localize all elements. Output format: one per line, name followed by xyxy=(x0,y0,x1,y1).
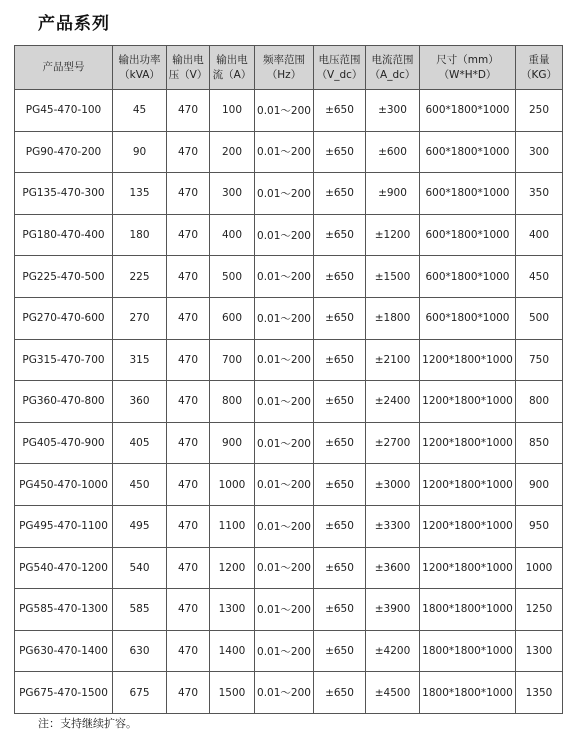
footnote: 注：支持继续扩容。 xyxy=(38,717,137,730)
table-cell: PG270-470-600 xyxy=(15,297,113,339)
table-cell: PG630-470-1400 xyxy=(15,630,113,672)
table-cell: 1100 xyxy=(210,505,255,547)
table-cell: 315 xyxy=(113,339,167,381)
table-row xyxy=(15,672,563,714)
table-cell: PG225-470-500 xyxy=(15,256,113,298)
table-cell: 470 xyxy=(167,630,210,672)
table-cell: 180 xyxy=(113,214,167,256)
table-cell: 470 xyxy=(167,256,210,298)
table-cell: 100 xyxy=(210,90,255,132)
table-cell: PG585-470-1300 xyxy=(15,589,113,631)
table-cell: 400 xyxy=(210,214,255,256)
table-cell: 1000 xyxy=(516,547,563,589)
table-cell: 470 xyxy=(167,464,210,506)
table-cell: 675 xyxy=(113,672,167,714)
table-cell: 1800*1800*1000 xyxy=(420,672,516,714)
table-cell: 0.01～200 xyxy=(255,422,314,464)
table-cell: 1300 xyxy=(210,589,255,631)
column-header xyxy=(15,46,113,90)
table-cell: 470 xyxy=(167,90,210,132)
table-cell: ±2700 xyxy=(366,422,420,464)
table-row xyxy=(15,589,563,631)
table-cell: ±600 xyxy=(366,131,420,173)
table-cell: PG315-470-700 xyxy=(15,339,113,381)
table-row xyxy=(15,339,563,381)
table-cell: ±3000 xyxy=(366,464,420,506)
column-header-line: （A_dc） xyxy=(369,68,416,81)
column-header-line: （KG） xyxy=(520,68,558,81)
table-row xyxy=(15,173,563,215)
column-header xyxy=(113,46,167,90)
table-cell: 600*1800*1000 xyxy=(420,214,516,256)
table-cell: ±650 xyxy=(314,464,366,506)
table-cell: 600*1800*1000 xyxy=(420,256,516,298)
table-row xyxy=(15,381,563,423)
page-title: 产品系列 xyxy=(38,14,110,34)
table-cell: 360 xyxy=(113,381,167,423)
column-header xyxy=(516,46,563,90)
table-cell: ±300 xyxy=(366,90,420,132)
table-cell: 1200*1800*1000 xyxy=(420,547,516,589)
table-cell: 0.01～200 xyxy=(255,672,314,714)
table-cell: 470 xyxy=(167,339,210,381)
table-cell: 0.01～200 xyxy=(255,505,314,547)
table-cell: 500 xyxy=(516,297,563,339)
table-cell: ±900 xyxy=(366,173,420,215)
table-cell: 0.01～200 xyxy=(255,464,314,506)
column-header-line: 尺寸（mm） xyxy=(436,53,499,66)
table-cell: 0.01～200 xyxy=(255,173,314,215)
table-cell: ±650 xyxy=(314,672,366,714)
table-cell: ±650 xyxy=(314,547,366,589)
table-cell: ±3900 xyxy=(366,589,420,631)
table-row xyxy=(15,630,563,672)
column-header-line: 输出电 xyxy=(172,53,204,66)
table-cell: ±650 xyxy=(314,630,366,672)
table-cell: 350 xyxy=(516,173,563,215)
table-cell: PG45-470-100 xyxy=(15,90,113,132)
column-header-line: 输出功率 xyxy=(118,53,161,66)
table-cell: 400 xyxy=(516,214,563,256)
table-cell: 600*1800*1000 xyxy=(420,173,516,215)
table-cell: 0.01～200 xyxy=(255,297,314,339)
table-cell: 1200*1800*1000 xyxy=(420,505,516,547)
table-cell: 500 xyxy=(210,256,255,298)
table-cell: ±650 xyxy=(314,505,366,547)
column-header xyxy=(210,46,255,90)
table-cell: PG360-470-800 xyxy=(15,381,113,423)
table-cell: PG450-470-1000 xyxy=(15,464,113,506)
column-header-line: （V_dc） xyxy=(316,68,363,81)
table-cell: 0.01～200 xyxy=(255,131,314,173)
table-cell: 0.01～200 xyxy=(255,256,314,298)
table-body xyxy=(15,90,563,714)
column-header-line: 电流范围 xyxy=(371,53,414,66)
table-cell: ±650 xyxy=(314,173,366,215)
table-cell: 1250 xyxy=(516,589,563,631)
column-header-line: 重量 xyxy=(528,53,550,66)
table-cell: 270 xyxy=(113,297,167,339)
column-header-line: （W*H*D） xyxy=(438,68,497,81)
table-cell: ±650 xyxy=(314,381,366,423)
table-cell: PG180-470-400 xyxy=(15,214,113,256)
table-cell: ±3600 xyxy=(366,547,420,589)
table-cell: ±650 xyxy=(314,589,366,631)
column-header-line: 电压范围 xyxy=(318,53,361,66)
table-cell: ±4500 xyxy=(366,672,420,714)
column-header-line: 压（V） xyxy=(168,68,208,81)
table-cell: 470 xyxy=(167,672,210,714)
column-header-line: （kVA） xyxy=(119,68,160,81)
table-cell: PG135-470-300 xyxy=(15,173,113,215)
product-spec-table xyxy=(14,45,563,714)
table-cell: 470 xyxy=(167,297,210,339)
table-cell: ±650 xyxy=(314,422,366,464)
table-cell: 585 xyxy=(113,589,167,631)
column-header-line: 产品型号 xyxy=(42,61,85,73)
table-cell: 1400 xyxy=(210,630,255,672)
table-cell: 600 xyxy=(210,297,255,339)
table-cell: 495 xyxy=(113,505,167,547)
table-cell: 470 xyxy=(167,589,210,631)
table-cell: 1300 xyxy=(516,630,563,672)
table-cell: 0.01～200 xyxy=(255,589,314,631)
table-cell: 850 xyxy=(516,422,563,464)
table-cell: 540 xyxy=(113,547,167,589)
column-header-line: 流（A） xyxy=(212,68,252,81)
column-header xyxy=(255,46,314,90)
table-row xyxy=(15,90,563,132)
column-header-line: 输出电 xyxy=(216,53,248,66)
table-cell: 300 xyxy=(516,131,563,173)
table-cell: 1800*1800*1000 xyxy=(420,589,516,631)
table-cell: 1350 xyxy=(516,672,563,714)
table-row xyxy=(15,547,563,589)
table-cell: PG675-470-1500 xyxy=(15,672,113,714)
table-header-row xyxy=(15,46,563,90)
table-cell: ±1200 xyxy=(366,214,420,256)
table-cell: 1200 xyxy=(210,547,255,589)
table-cell: 750 xyxy=(516,339,563,381)
table-cell: 600*1800*1000 xyxy=(420,131,516,173)
table-row xyxy=(15,505,563,547)
table-cell: 450 xyxy=(516,256,563,298)
table-cell: ±1500 xyxy=(366,256,420,298)
column-header xyxy=(167,46,210,90)
table-cell: ±3300 xyxy=(366,505,420,547)
table-cell: 450 xyxy=(113,464,167,506)
table-cell: ±4200 xyxy=(366,630,420,672)
table-cell: 470 xyxy=(167,381,210,423)
table-cell: ±650 xyxy=(314,339,366,381)
table-cell: 470 xyxy=(167,547,210,589)
table-cell: 135 xyxy=(113,173,167,215)
table-cell: 1200*1800*1000 xyxy=(420,381,516,423)
table-cell: 250 xyxy=(516,90,563,132)
table-row xyxy=(15,256,563,298)
column-header-line: 频率范围 xyxy=(263,53,305,66)
table-cell: 470 xyxy=(167,173,210,215)
table-cell: 900 xyxy=(516,464,563,506)
table-cell: 470 xyxy=(167,505,210,547)
table-cell: 1200*1800*1000 xyxy=(420,464,516,506)
table-cell: 405 xyxy=(113,422,167,464)
table-cell: ±650 xyxy=(314,297,366,339)
table-cell: 0.01～200 xyxy=(255,630,314,672)
table-cell: 1200*1800*1000 xyxy=(420,339,516,381)
table-row xyxy=(15,214,563,256)
table-cell: 0.01～200 xyxy=(255,381,314,423)
table-cell: 950 xyxy=(516,505,563,547)
table-cell: 470 xyxy=(167,422,210,464)
table-cell: 900 xyxy=(210,422,255,464)
table-cell: PG90-470-200 xyxy=(15,131,113,173)
table-cell: 1000 xyxy=(210,464,255,506)
table-cell: 800 xyxy=(210,381,255,423)
table-cell: 630 xyxy=(113,630,167,672)
table-row xyxy=(15,464,563,506)
table-cell: ±650 xyxy=(314,131,366,173)
table-cell: 600*1800*1000 xyxy=(420,90,516,132)
table-cell: 225 xyxy=(113,256,167,298)
table-cell: ±650 xyxy=(314,90,366,132)
table-cell: ±1800 xyxy=(366,297,420,339)
table-cell: 600*1800*1000 xyxy=(420,297,516,339)
column-header-line: （Hz） xyxy=(266,68,302,81)
table-cell: 300 xyxy=(210,173,255,215)
table-row xyxy=(15,422,563,464)
column-header xyxy=(314,46,366,90)
table-cell: 200 xyxy=(210,131,255,173)
table-cell: 470 xyxy=(167,131,210,173)
table-cell: 1800*1800*1000 xyxy=(420,630,516,672)
table-cell: PG540-470-1200 xyxy=(15,547,113,589)
table-cell: 0.01～200 xyxy=(255,90,314,132)
table-cell: ±650 xyxy=(314,256,366,298)
table-cell: 1200*1800*1000 xyxy=(420,422,516,464)
table-cell: PG405-470-900 xyxy=(15,422,113,464)
table-row xyxy=(15,297,563,339)
column-header xyxy=(420,46,516,90)
table-cell: 800 xyxy=(516,381,563,423)
table-cell: ±2400 xyxy=(366,381,420,423)
table-cell: PG495-470-1100 xyxy=(15,505,113,547)
table-cell: 470 xyxy=(167,214,210,256)
table-cell: ±2100 xyxy=(366,339,420,381)
table-cell: 1500 xyxy=(210,672,255,714)
table-cell: 700 xyxy=(210,339,255,381)
table-cell: 0.01～200 xyxy=(255,214,314,256)
table-cell: 45 xyxy=(113,90,167,132)
table-row xyxy=(15,131,563,173)
table-cell: 0.01～200 xyxy=(255,339,314,381)
column-header xyxy=(366,46,420,90)
table-cell: 90 xyxy=(113,131,167,173)
table-cell: 0.01～200 xyxy=(255,547,314,589)
table-cell: ±650 xyxy=(314,214,366,256)
